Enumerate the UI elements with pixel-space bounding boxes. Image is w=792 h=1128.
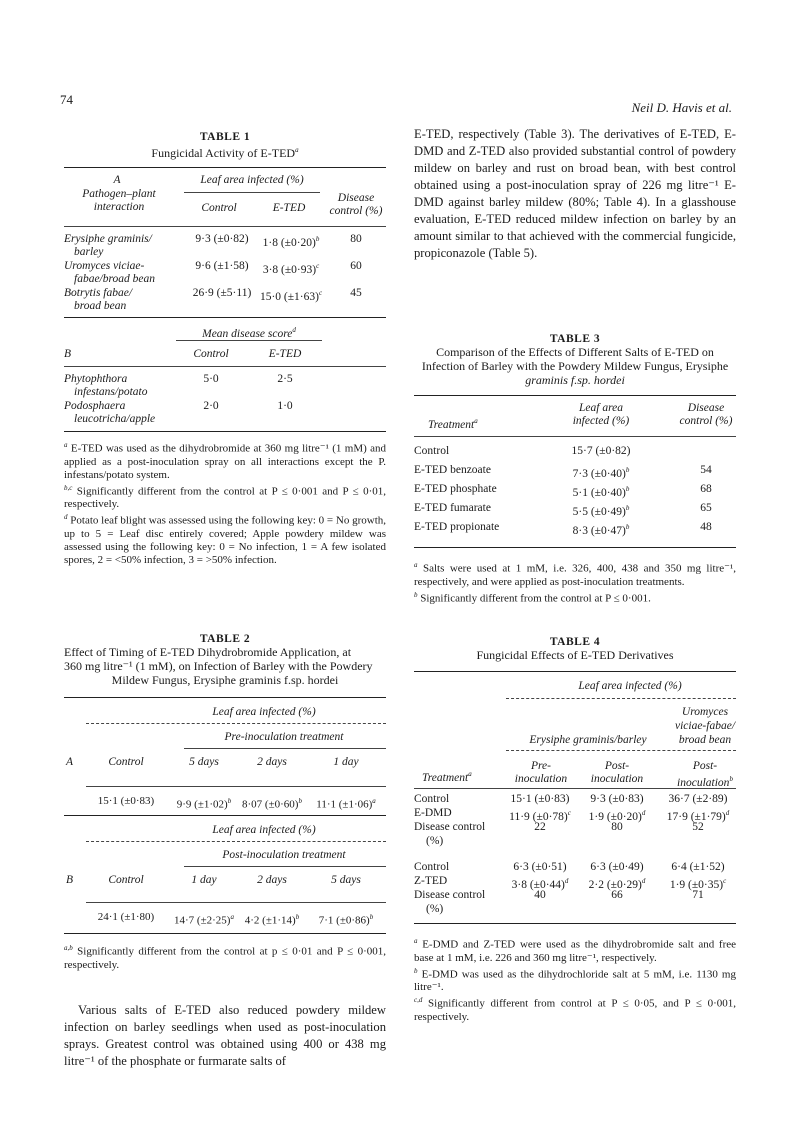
part-label: B [66, 874, 74, 886]
disease-control-cell: 80 [350, 233, 362, 245]
page-number: 74 [60, 92, 73, 107]
footnote: $^a$ E-TED was used as the dihydrobromide at 360 mg litre⁻¹ (1 mM) and applied as a post-inoculation spray on all interactions except the P. infestans/potato system. [64, 441, 386, 481]
column-header: Control [108, 756, 144, 768]
table-header [64, 168, 386, 226]
treatment-cell: E-TED phosphate [414, 483, 497, 495]
treatment-cell: Disease control [414, 889, 486, 901]
footnote: $^{b,c}$ Significantly different from the control at P ≤ 0·001 and P ≤ 0·01, respectively. [64, 483, 386, 511]
table-title: Fungicidal Activity of E-TED$^a$ [151, 146, 299, 160]
leaf-area-cell: 15·7 (±0·82) [571, 445, 631, 457]
column-header: Mean disease score$^d$ [202, 326, 296, 340]
pre-inoculation-cell: 11·9 $(\pm 0\cdot 78)^c$ [509, 809, 571, 823]
footnote: $^b$ Significantly different from the control at P ≤ 0·001. [414, 590, 651, 605]
disease-control-cell: 48 [700, 521, 712, 533]
table-1 [64, 131, 386, 567]
footnote: $^d$ Potato leaf blight was assessed using the following key: 0 = No growth, up to 5 = Leaf disc entirely covered; Apple powdery mildew was assessed using the following key: 0 = No infection, 1 = A few isolated spores, 2 = <50% infection, 3 = >50% infection. [64, 513, 387, 566]
column-header: broad bean [678, 734, 732, 746]
disease-control-cell: 65 [700, 502, 712, 514]
column-header: 1 day [191, 874, 217, 886]
footnote: $^a$ E-DMD and Z-TED were used as the dihydrobromide salt and free base at 1 mM, i.e. 226 and 360 mg litre⁻¹, respectively. [414, 937, 736, 964]
table-cell: 11·1 $(\pm 1\cdot 06)^a$ [316, 797, 376, 811]
table-title: Fungicidal Effects of E-TED Derivatives [476, 648, 674, 662]
table-section-b [64, 816, 386, 902]
column-header: Post-inoculation$^b$ [677, 760, 733, 789]
broad-bean-cell: 71 [692, 889, 704, 901]
leaf-area-cell: 5·1 $(\pm 0\cdot 40)^b$ [572, 485, 630, 499]
pre-inoculation-cell: 3·8 $(\pm 0\cdot 44)^d$ [511, 877, 569, 891]
column-header: Control [108, 874, 144, 886]
treatment-cell: E-TED benzoate [414, 464, 491, 476]
control-cell: 9·3 (±0·82) [195, 233, 249, 245]
broad-bean-cell: 6·4 (±1·52) [671, 861, 725, 873]
host-cell: leucotricha/apple [74, 413, 156, 425]
table-title: Effect of Timing of E-TED Dihydrobromide Application, at 360 mg litre⁻¹ (1 mM), on Infection of Barley with the Powdery Mildew Fungus, Erysiphe graminis f.sp. hordei [64, 645, 373, 687]
column-header: 2 days [257, 756, 287, 768]
table-title: Comparison of the Effects of Different Salts of E-TED on Infection of Barley with the Powdery Mildew Fungus, Erysiphe graminis f.sp. hordei [421, 345, 729, 387]
host-cell: barley [74, 246, 104, 258]
table-cell: 14·7 $(\pm 2\cdot 25)^a$ [174, 913, 234, 927]
host-cell: broad bean [74, 300, 127, 312]
table-footnotes [414, 935, 736, 1024]
eted-cell: 1·8 $(\pm 0\cdot 20)^b$ [262, 235, 320, 249]
column-header: Leaf area infected (%) [578, 680, 682, 692]
table-body [64, 373, 386, 427]
control-cell: 2·0 [203, 400, 219, 412]
column-header: 2 days [257, 874, 287, 886]
table-body [414, 793, 736, 853]
column-header: 5 days [331, 874, 361, 886]
pre-inoculation-cell: 6·3 (±0·51) [513, 861, 567, 873]
broad-bean-cell: 36·7 (±2·89) [668, 793, 728, 805]
post-inoculation-cell: 80 [611, 821, 623, 833]
body-paragraph: Various salts of E-TED also reduced powdery mildew infection on barley seedlings when used as post-inoculation sprays. Greatest control was obtained using 400 or 438 mg litre⁻¹ of the phosphate or furmarate salts of [64, 1003, 386, 1068]
part-label: B [64, 348, 72, 360]
control-cell: 5·0 [203, 373, 219, 385]
table-header [414, 396, 736, 436]
footnote: $^{a,b}$ Significantly different from the control at p ≤ 0·01 and P ≤ 0·001, respectively. [64, 944, 387, 971]
table-body [64, 233, 386, 315]
table-body [414, 861, 736, 923]
pathogen-cell: Uromyces viciae- [64, 260, 145, 272]
pre-inoculation-cell: 22 [534, 821, 546, 833]
broad-bean-cell: 17·9 $(\pm 1\cdot 79)^d$ [666, 809, 730, 823]
disease-control-cell: 54 [700, 464, 712, 476]
disease-control-cell: 60 [350, 260, 362, 272]
table-body [414, 445, 736, 547]
column-header: Treatment$^a$ [428, 417, 478, 431]
table-header [414, 672, 736, 789]
column-header: Disease control (%) [329, 192, 383, 217]
column-header: Leaf area infected (%) [200, 174, 304, 186]
running-head: Neil D. Havis et al. [631, 100, 732, 115]
leaf-area-cell: 5·5 $(\pm 0\cdot 49)^b$ [572, 504, 630, 518]
eted-cell: 1·0 [277, 400, 293, 412]
table-4 [414, 636, 736, 1024]
column-header: Control [193, 348, 229, 360]
table-footnotes [64, 439, 386, 567]
column-header: Post-inoculation treatment [222, 849, 346, 861]
treatment-cell: (%) [426, 835, 444, 847]
column-header: Pre-inoculation [514, 760, 568, 785]
body-paragraph: E-TED, respectively (Table 3). The derivatives of E-TED, E-DMD and Z-TED also provided substantial control of powdery mildew on barley and rust on broad bean, with best control obtained using a post-inoculation spray of 226 mg litre⁻¹ E-DMD against barley mildew (80%; Table 4). In a glasshouse evaluation, E-TED reduced mildew infection on barley by an amount similar to that achieved with the commercial fungicide, propiconazole (Table 5). [414, 127, 736, 260]
treatment-cell: (%) [426, 903, 444, 915]
column-header: Erysiphe graminis/barley [529, 734, 647, 746]
pre-inoculation-cell: 15·1 (±0·83) [510, 793, 570, 805]
eted-cell: 2·5 [277, 373, 293, 385]
broad-bean-cell: 1·9 $(\pm 0\cdot 35)^c$ [669, 877, 727, 891]
table-number: TABLE 2 [199, 633, 251, 645]
table-cell: 15·1 (±0·83) [97, 795, 155, 807]
part-label: A [113, 174, 121, 186]
table-header [64, 318, 386, 366]
footnote: $^b$ E-DMD was used as the dihydrochloride salt at 5 mM, i.e. 1130 mg litre⁻¹. [414, 966, 736, 994]
treatment-cell: Control [414, 861, 450, 873]
leaf-area-cell: 7·3 $(\pm 0\cdot 40)^b$ [572, 466, 630, 480]
table-row [64, 787, 386, 815]
pathogen-cell: Podosphaera [64, 400, 126, 412]
column-header: 5 days [189, 756, 219, 768]
pathogen-cell: Phytophthora [64, 373, 128, 385]
table-3 [414, 333, 736, 605]
table-cell: 24·1 (±1·80) [97, 911, 155, 923]
disease-control-cell: 45 [350, 287, 362, 299]
eted-cell: 15·0 $(\pm 1\cdot 63)^c$ [259, 289, 323, 303]
column-header: Pre-inoculation treatment [224, 731, 344, 743]
post-inoculation-cell: 2·2 $(\pm 0\cdot 29)^d$ [588, 877, 646, 891]
leaf-area-cell: 8·3 $(\pm 0\cdot 47)^b$ [572, 523, 630, 537]
column-header: Post-inoculation [590, 760, 644, 785]
post-inoculation-cell: 66 [611, 889, 623, 901]
table-footnotes [414, 559, 736, 605]
treatment-cell: Z-TED [414, 875, 448, 887]
table-row [64, 903, 386, 933]
column-header: E-TED [268, 348, 302, 360]
column-header: Leaf area infected (%) [212, 824, 316, 836]
table-number: TABLE 1 [199, 131, 251, 143]
column-header: Disease control (%) [679, 402, 733, 427]
column-header: 1 day [333, 756, 359, 768]
treatment-cell: E-TED propionate [414, 521, 500, 533]
post-inoculation-cell: 1·9 $(\pm 0\cdot 20)^d$ [588, 809, 646, 823]
host-cell: infestans/potato [74, 386, 148, 398]
table-cell: 4·2 $(\pm 1\cdot 14)^b$ [244, 913, 300, 927]
treatment-cell: Control [414, 445, 450, 457]
column-header: Control [201, 202, 237, 214]
pre-inoculation-cell: 40 [534, 889, 546, 901]
table-number: TABLE 3 [549, 333, 601, 345]
broad-bean-cell: 52 [692, 821, 704, 833]
table-2 [64, 633, 386, 972]
part-label: A [66, 756, 74, 768]
column-header: Uromyces [681, 706, 729, 718]
footnote: $^{c,d}$ Significantly different from control at P ≤ 0·05, and P ≤ 0·001, respectively. [414, 996, 736, 1023]
column-header: Treatment$^a$ [422, 770, 472, 784]
column-header: E-TED [272, 202, 306, 214]
post-inoculation-cell: 9·3 (±0·83) [590, 793, 644, 805]
column-header: viciae-fabae/ [674, 720, 736, 732]
table-cell: 7·1 $(\pm 0\cdot 86)^b$ [318, 913, 374, 927]
control-cell: 9·6 (±1·58) [195, 260, 249, 272]
footnote: $^a$ Salts were used at 1 mM, i.e. 326, 400, 438 and 350 mg litre⁻¹, respectively, and were applied as post-inoculation treatments. [414, 561, 737, 588]
treatment-cell: Disease control [414, 821, 486, 833]
disease-control-cell: 68 [700, 483, 712, 495]
pathogen-cell: Botrytis fabae/ [64, 287, 133, 299]
host-cell: fabae/broad bean [74, 273, 156, 285]
treatment-cell: Control [414, 793, 450, 805]
post-inoculation-cell: 6·3 (±0·49) [590, 861, 644, 873]
column-header: Leaf area infected (%) [572, 402, 630, 427]
pathogen-cell: Erysiphe graminis/ [64, 233, 152, 245]
table-cell: 9·9 $(\pm 1\cdot 02)^b$ [176, 797, 232, 811]
table-section-a [64, 698, 386, 786]
control-cell: 26·9 (±5·11) [192, 287, 252, 299]
column-header: Leaf area infected (%) [212, 706, 316, 718]
eted-cell: 3·8 $(\pm 0\cdot 93)^c$ [262, 262, 320, 276]
treatment-cell: E-DMD [414, 807, 452, 819]
treatment-cell: E-TED fumarate [414, 502, 491, 514]
table-cell: 8·07 $(\pm 0\cdot 60)^b$ [242, 797, 302, 811]
table-number: TABLE 4 [549, 636, 601, 648]
column-header: Pathogen–plant interaction [82, 188, 156, 213]
